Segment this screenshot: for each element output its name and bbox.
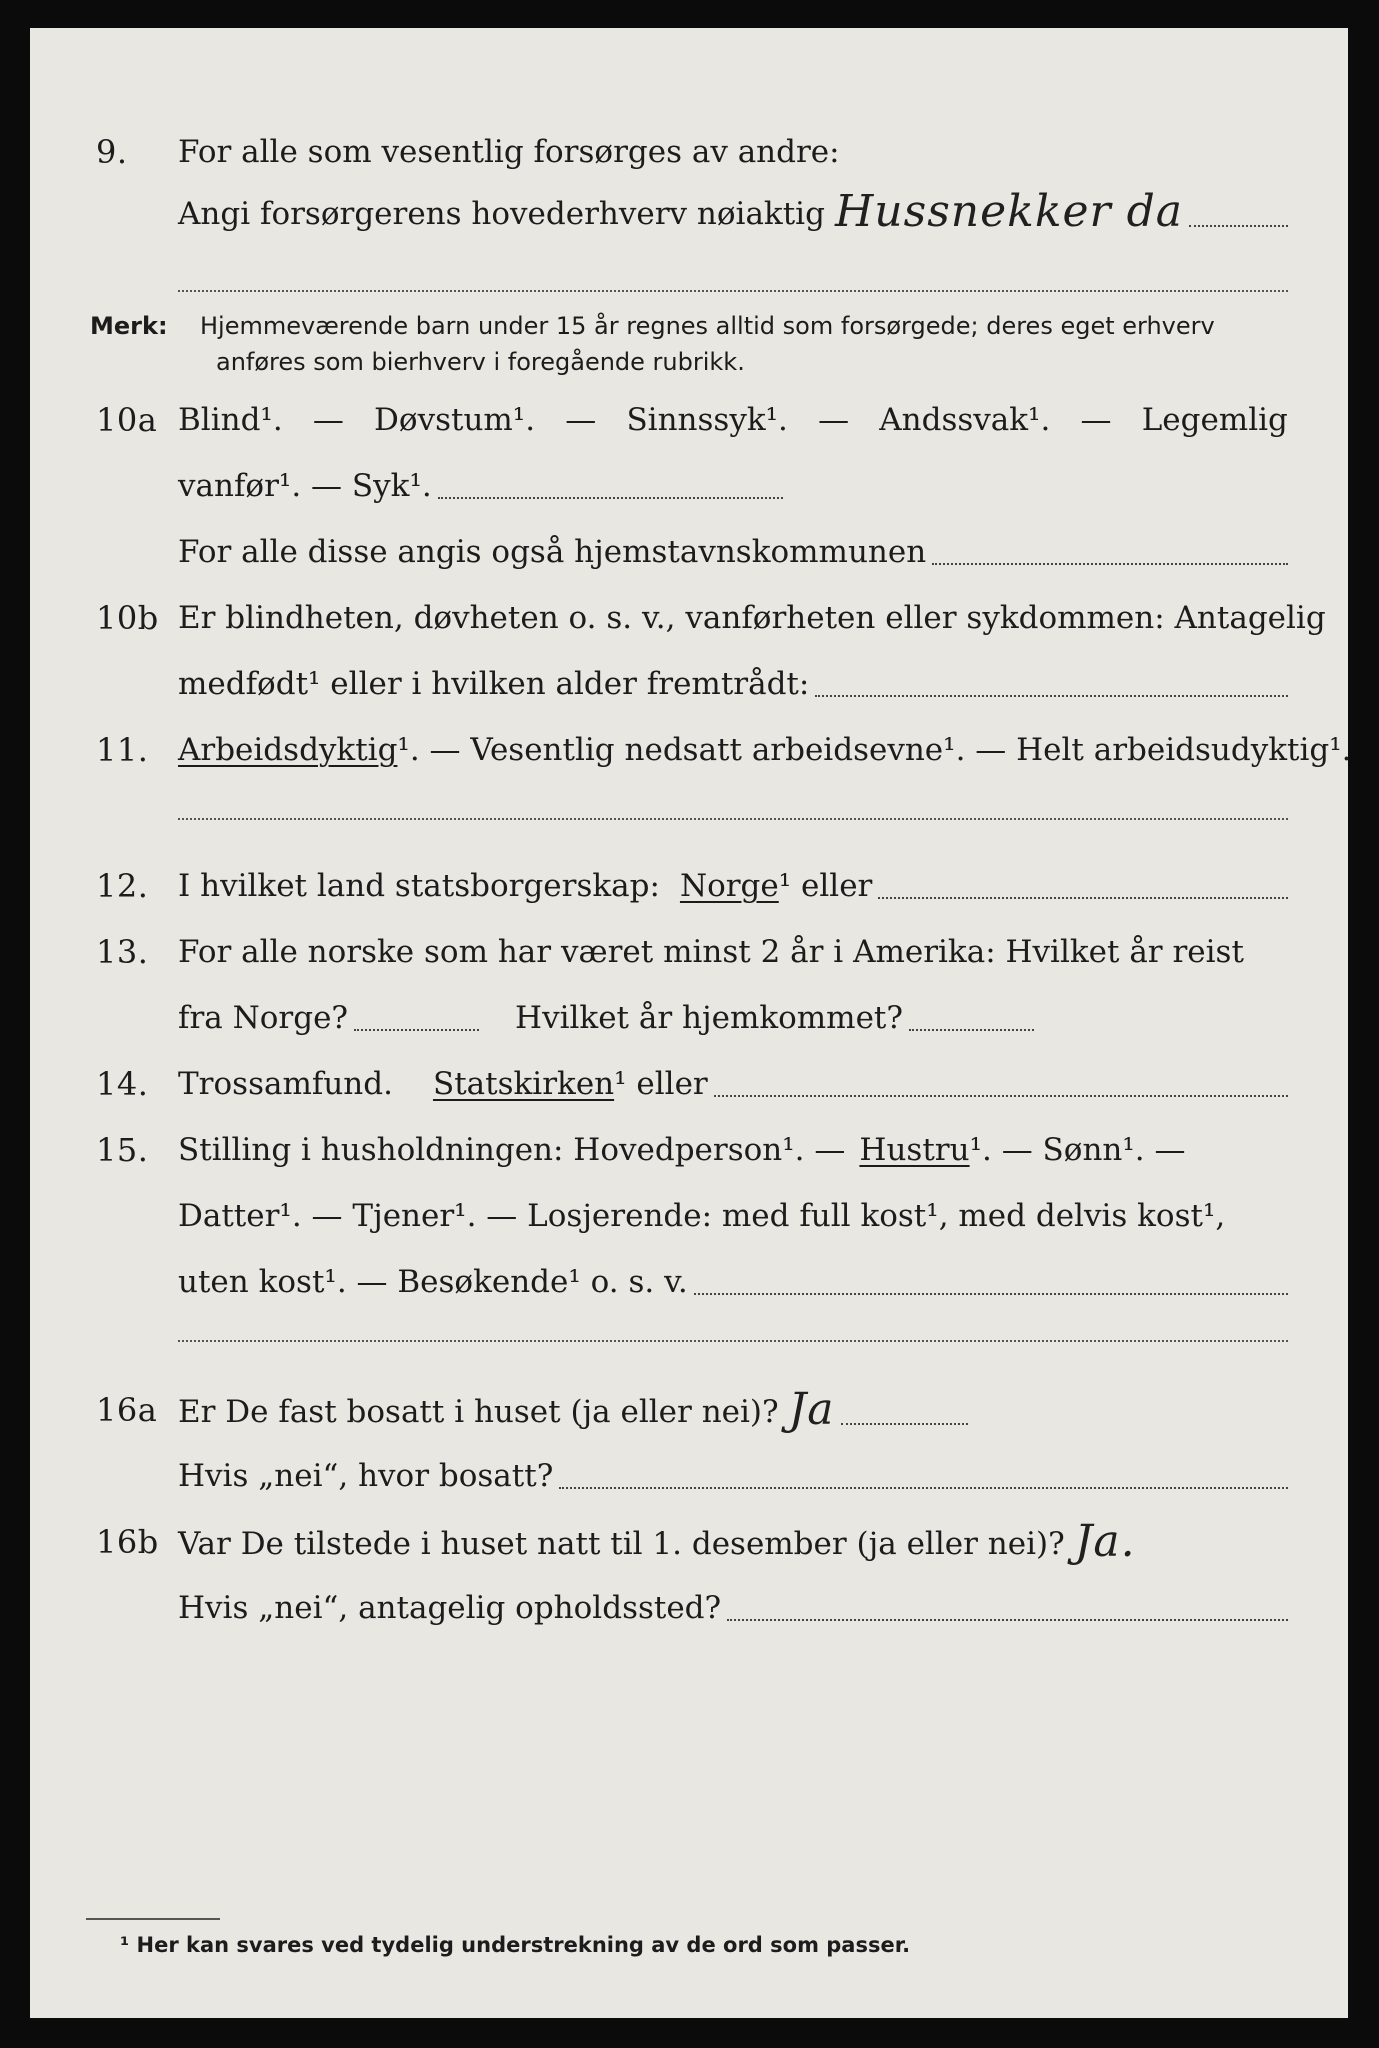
answer-dotted-line <box>1189 224 1288 227</box>
question-text-line <box>178 400 1288 440</box>
answer-dotted-line <box>815 694 1288 697</box>
note-label: Merk: <box>90 312 168 340</box>
answer-line <box>178 466 1288 506</box>
question-text: I hvilket land statsborgerskap: <box>178 868 660 904</box>
question-16b <box>30 1516 1348 1578</box>
question-text: Stilling i husholdningen: Hovedperson¹. — <box>178 1132 846 1168</box>
question-13 <box>30 932 1348 988</box>
answer-dotted-line <box>438 496 783 499</box>
question-text-line <box>178 730 1352 770</box>
question-text: vanfør¹. — Syk¹. <box>178 468 432 504</box>
answer-line <box>178 1588 1288 1628</box>
question-text: Hvis „nei“, hvor bosatt? <box>178 1458 554 1494</box>
question-text: fra Norge? <box>178 1000 349 1036</box>
question-number: 10b <box>96 599 159 637</box>
question-number: 15. <box>96 1131 149 1169</box>
answer-dotted-line <box>714 1094 1288 1097</box>
question-16a-line2 <box>30 1456 1348 1512</box>
census-form-page <box>30 28 1352 2018</box>
question-text: uten kost¹. — Besøkende¹ o. s. v. <box>178 1264 688 1300</box>
question-text: For alle norske som har været minst 2 år i Amerika: Hvilket år reist <box>178 934 1244 970</box>
question-text: Trossamfund. <box>178 1066 393 1102</box>
question-text-line <box>178 598 1326 638</box>
question-text-line <box>178 1516 1288 1567</box>
answer-line <box>178 664 1288 704</box>
question-text: Hvis „nei“, antagelig opholdssted? <box>178 1590 722 1626</box>
question-text-line <box>178 1130 1288 1170</box>
question-text: Er blindheten, døvheten o. s. v., vanførheten eller sykdommen: Antagelig <box>178 600 1326 636</box>
question-10a-line2 <box>30 466 1348 522</box>
question-text-line <box>178 866 1288 906</box>
question-16a <box>30 1384 1348 1446</box>
question-number: 9. <box>96 133 128 171</box>
underlined-answer-option: Statskirken <box>432 1066 615 1102</box>
question-10a-line3 <box>30 532 1348 588</box>
question-text: For alle som vesentlig forsørges av andre: <box>178 134 840 170</box>
footnote-rule <box>86 1918 220 1920</box>
question-10a <box>30 400 1348 456</box>
answer-dotted-line <box>841 1422 968 1425</box>
answer-dotted-line <box>694 1292 1288 1295</box>
underlined-answer-option: Hustru <box>859 1132 970 1168</box>
question-text: medfødt¹ eller i hvilken alder fremtrådt: <box>178 666 810 702</box>
question-text: Blind¹. — Døvstum¹. — Sinnssyk¹. — Andssvak¹. — Legemlig <box>178 402 1288 438</box>
question-15-line3 <box>30 1262 1348 1318</box>
question-15-line2 <box>30 1196 1348 1252</box>
question-13-line2 <box>30 998 1348 1054</box>
note-line: Hjemmeværende barn under 15 år regnes alltid som forsørgede; deres eget erhverv <box>200 312 1215 340</box>
question-number: 16a <box>96 1391 158 1429</box>
dotted-separator <box>178 818 1288 820</box>
question-9-answer-line <box>30 186 1348 248</box>
question-text: ¹. — Vesentlig nedsatt arbeidsevne¹. — Helt arbeidsudyktig¹. <box>397 732 1352 768</box>
answer-dotted-line <box>727 1618 1288 1621</box>
answer-line <box>178 998 1288 1038</box>
question-text-line <box>178 1064 1288 1104</box>
question-text: ¹ eller <box>778 868 873 904</box>
question-10b <box>30 598 1348 654</box>
handwritten-answer: Ja. <box>1074 1516 1136 1567</box>
question-11 <box>30 730 1352 786</box>
answer-line <box>178 1384 968 1435</box>
question-text-line <box>178 932 1288 972</box>
question-number: 16b <box>96 1523 159 1561</box>
answer-line <box>178 1456 1288 1496</box>
question-number: 13. <box>96 933 149 971</box>
question-text: Var De tilstede i huset natt til 1. desember (ja eller nei)? <box>178 1526 1065 1562</box>
footnote: ¹ Her kan svares ved tydelig understrekning av de ord som passer. <box>120 1933 911 1957</box>
question-number: 12. <box>96 867 149 905</box>
answer-line <box>178 532 1288 572</box>
note-merk <box>90 308 1288 388</box>
question-text-line <box>178 132 1288 172</box>
dotted-separator <box>178 290 1288 292</box>
underlined-answer-option: Arbeidsdyktig <box>178 732 398 768</box>
answer-line <box>178 1262 1288 1302</box>
answer-dotted-line <box>878 896 1288 899</box>
question-text: Hvilket år hjemkommet? <box>515 1000 904 1036</box>
question-text: For alle disse angis også hjemstavnskommunen <box>178 534 927 570</box>
handwritten-answer: Hussnekker da <box>834 186 1183 237</box>
question-number: 11. <box>96 731 149 769</box>
question-number: 10a <box>96 401 158 439</box>
question-text: ¹. — Sønn¹. — <box>969 1132 1186 1168</box>
handwritten-answer: Ja <box>788 1384 835 1435</box>
question-16b-line2 <box>30 1588 1348 1644</box>
question-number: 14. <box>96 1065 149 1103</box>
question-text: Er De fast bosatt i huset (ja eller nei)? <box>178 1394 779 1430</box>
question-text-line <box>178 1196 1288 1236</box>
answer-dotted-line <box>932 562 1288 565</box>
note-text <box>200 308 1288 380</box>
question-text: Angi forsørgerens hovederhverv nøiaktig <box>178 196 825 232</box>
question-text: ¹ eller <box>614 1066 708 1102</box>
question-12 <box>30 866 1348 922</box>
answer-line <box>178 186 1288 237</box>
question-14 <box>30 1064 1348 1120</box>
underlined-answer-option: Norge <box>679 868 779 904</box>
note-line: anføres som bierhverv i foregående rubrikk. <box>216 348 745 376</box>
question-9 <box>30 132 1348 188</box>
answer-dotted-line <box>354 1028 479 1031</box>
question-text: Datter¹. — Tjener¹. — Losjerende: med full kost¹, med delvis kost¹, <box>178 1198 1226 1234</box>
dotted-separator <box>178 1340 1288 1342</box>
question-10b-line2 <box>30 664 1348 720</box>
answer-dotted-line <box>559 1486 1288 1489</box>
question-15 <box>30 1130 1348 1186</box>
answer-dotted-line <box>909 1028 1034 1031</box>
